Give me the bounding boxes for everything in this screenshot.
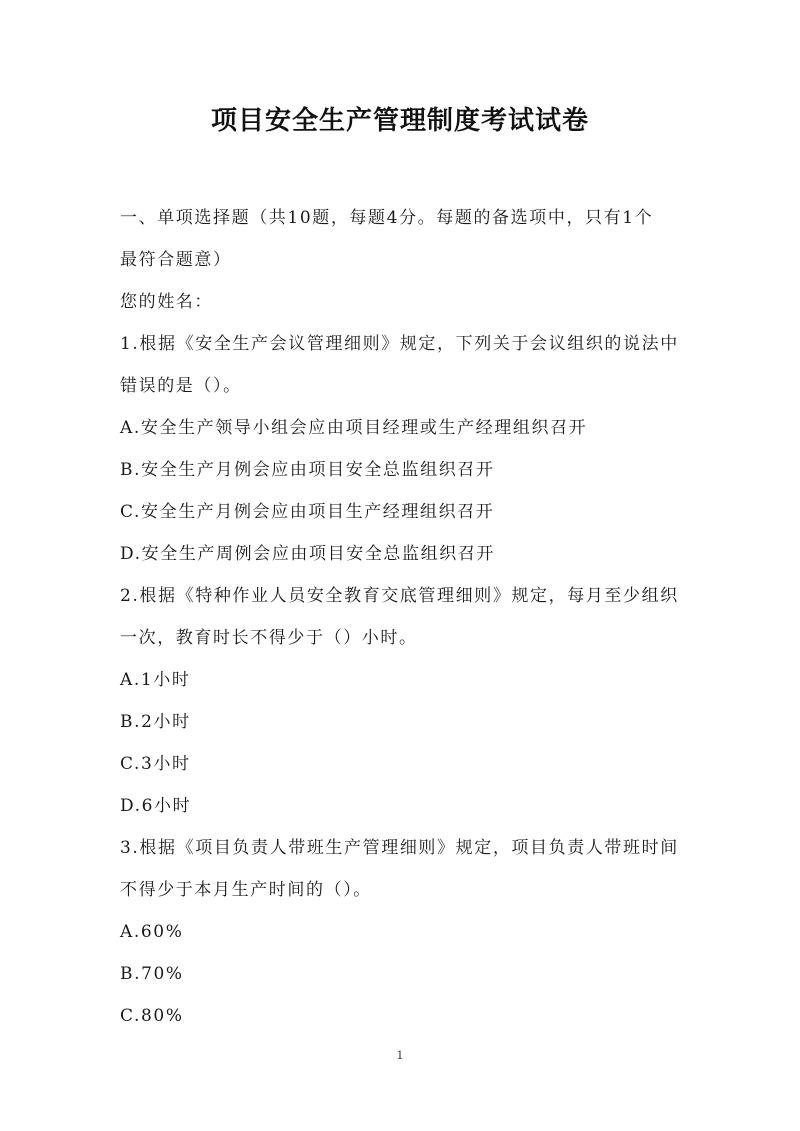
question-1-option-d: D.安全生产周例会应由项目安全总监组织召开 xyxy=(120,544,496,564)
question-1-option-c: C.安全生产月例会应由项目生产经理组织召开 xyxy=(120,502,495,522)
exam-content xyxy=(120,197,685,1037)
question-1-line-1: 1.根据《安全生产会议管理细则》规定，下列关于会议组织的说法中 xyxy=(120,334,679,354)
question-2-line-2: 一次，教育时长不得少于（）小时。 xyxy=(120,628,418,648)
question-3-option-b: B.70% xyxy=(120,964,184,984)
page-title: 项目安全生产管理制度考试试卷 xyxy=(210,106,589,136)
section-heading-line-2: 最符合题意） xyxy=(120,250,232,270)
question-1-option-b: B.安全生产月例会应由项目安全总监组织召开 xyxy=(120,460,495,480)
section-heading-line-1: 一、单项选择题（共10题，每题4分。每题的备选项中，只有1个 xyxy=(120,208,654,228)
question-3-option-c: C.80% xyxy=(120,1006,184,1026)
question-2-option-c: C.3小时 xyxy=(120,754,191,774)
question-3-line-2: 不得少于本月生产时间的（）。 xyxy=(120,880,372,900)
question-1-line-2: 错误的是（）。 xyxy=(120,376,242,396)
page-number: 1 xyxy=(396,1049,404,1062)
question-2-option-d: D.6小时 xyxy=(120,796,192,816)
question-2-line-1: 2.根据《特种作业人员安全教育交底管理细则》规定，每月至少组织 xyxy=(120,586,679,606)
question-3-option-a: A.60% xyxy=(120,922,184,942)
question-2-option-a: A.1小时 xyxy=(120,670,191,690)
question-1-option-a: A.安全生产领导小组会应由项目经理或生产经理组织召开 xyxy=(120,418,588,438)
question-3-line-1: 3.根据《项目负责人带班生产管理细则》规定，项目负责人带班时间 xyxy=(120,838,679,858)
name-field-label: 您的姓名： xyxy=(120,292,213,312)
question-2-option-b: B.2小时 xyxy=(120,712,191,732)
